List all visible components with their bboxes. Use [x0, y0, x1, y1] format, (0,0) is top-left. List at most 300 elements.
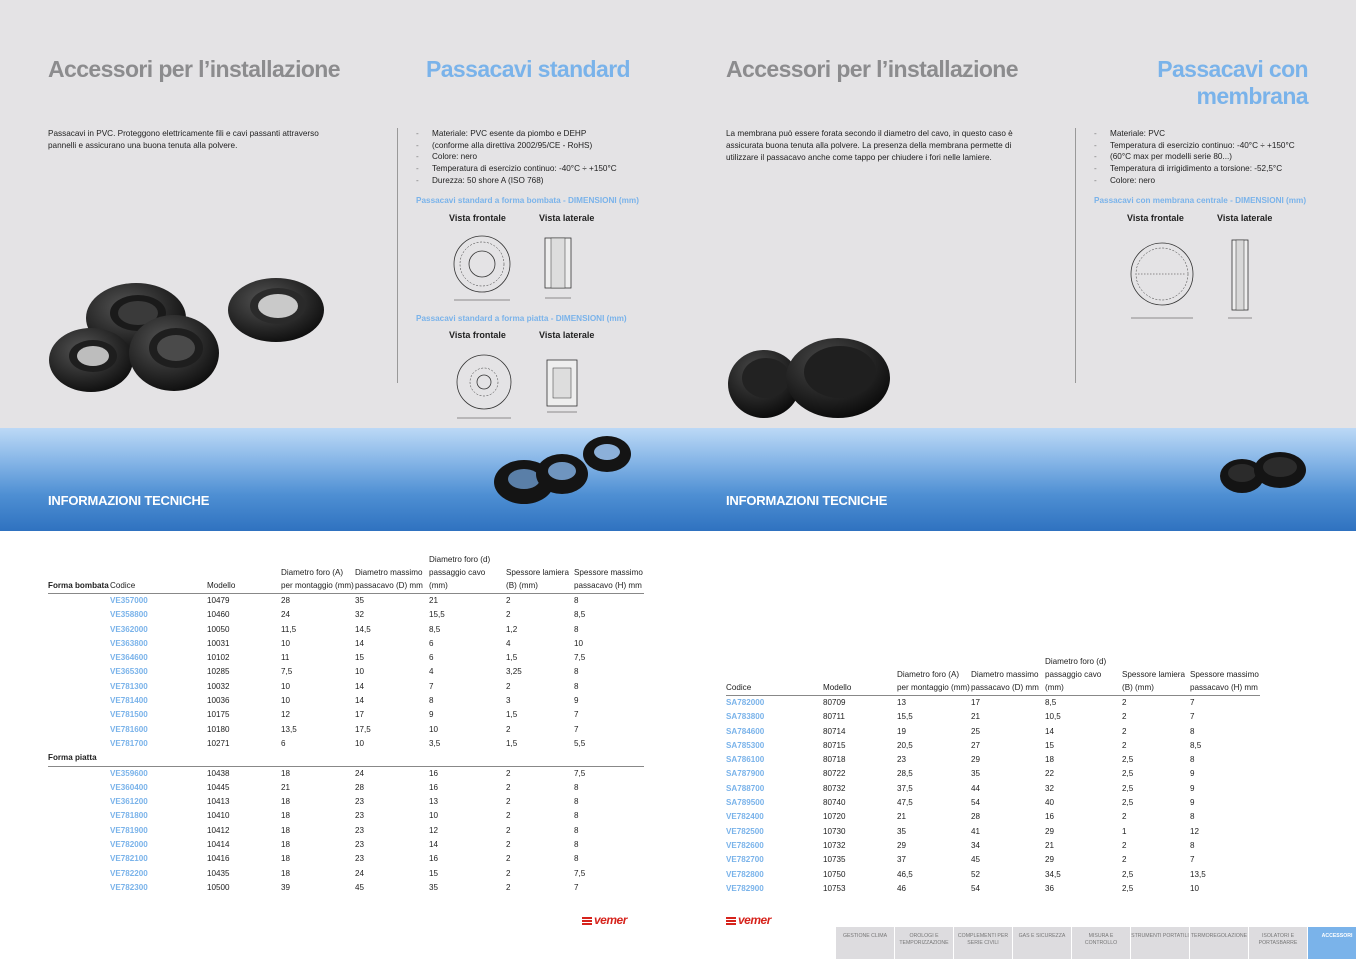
table-cell: 8,5 — [1045, 698, 1057, 707]
col-header: Spessore lamiera (B) (mm) — [506, 553, 574, 594]
table-cell: 18 — [281, 825, 291, 835]
table-cell: 23 — [355, 825, 365, 835]
table-cell: 14 — [355, 681, 365, 691]
table-row — [48, 838, 644, 852]
table-cell: 2,5 — [1122, 783, 1134, 793]
nav-tab-gas-e-sicurezza[interactable]: GAS E SICUREZZA — [1013, 927, 1071, 959]
nav-tab-accessori[interactable]: ACCESSORI — [1308, 927, 1356, 959]
table-cell: 13 — [429, 797, 439, 807]
product-code: VE365300 — [110, 667, 148, 677]
group-spacer-cell — [48, 781, 110, 795]
vemer-logo — [582, 913, 627, 927]
table-cell: 9 — [1190, 783, 1195, 793]
group-spacer-cell — [48, 838, 110, 852]
nav-tab-complementi-per-serie-civili[interactable]: COMPLEMENTI PER SERIE CIVILI — [954, 927, 1012, 959]
table-cell: 47,5 — [897, 798, 913, 808]
table-row — [48, 881, 644, 895]
table-cell: 8 — [574, 811, 579, 821]
grommet-2 — [228, 278, 324, 342]
product-code: VE359600 — [110, 768, 148, 778]
table-cell: 10 — [1190, 883, 1200, 893]
product-code: VE782800 — [726, 869, 764, 879]
table-cell: 24 — [281, 610, 291, 620]
table-cell: 10730 — [823, 826, 846, 836]
table-cell: 10732 — [823, 840, 846, 850]
table-cell: 10445 — [207, 782, 230, 792]
product-code: VE363800 — [110, 638, 148, 648]
table-cell: 11 — [281, 653, 290, 663]
specs-list — [416, 128, 656, 187]
spec-item: - Materiale: PVC — [1094, 128, 1334, 140]
diagram-title-membrana: Passacavi con membrana centrale - DIMENSIONI (mm) — [1094, 196, 1307, 205]
table-cell: 15 — [1045, 740, 1055, 750]
table-cell: 18 — [281, 868, 291, 878]
table-cell: 16 — [429, 854, 439, 864]
table-cell: 80711 — [823, 712, 845, 722]
table-cell: 35 — [897, 826, 907, 836]
group-spacer-cell — [48, 594, 110, 609]
table-cell: 28 — [355, 782, 365, 792]
table-cell: 10410 — [207, 811, 230, 821]
group-spacer-cell — [48, 665, 110, 679]
col-header: Diametro foro (A) per montaggio (mm) — [281, 553, 355, 594]
table-cell: 35 — [355, 596, 365, 605]
group-spacer-cell — [48, 867, 110, 881]
table-cell: 21 — [281, 782, 291, 792]
table-cell: 8 — [429, 696, 434, 706]
group-spacer-cell — [48, 809, 110, 823]
table-cell: 10753 — [823, 883, 846, 893]
table-row — [48, 809, 644, 823]
membrane-grommets-table — [726, 655, 1260, 896]
table-row — [48, 852, 644, 866]
table-cell: 37 — [897, 855, 907, 865]
table-cell: 10 — [281, 696, 291, 706]
product-code: VE782700 — [726, 855, 764, 865]
table-cell: 46 — [897, 883, 907, 893]
spec-item: - Temperatura di esercizio continuo: -40°C ÷ +150°C — [1094, 140, 1334, 152]
table-row — [48, 651, 644, 665]
front-view-label: Vista frontale — [449, 213, 506, 223]
table-cell: 10180 — [207, 724, 230, 734]
product-code: VE781300 — [110, 681, 148, 691]
table-row — [726, 696, 1260, 711]
table-cell: 6 — [281, 738, 286, 748]
table-cell: 80715 — [823, 740, 846, 750]
col-header: Diametro massimo passacavo (D) mm — [971, 655, 1045, 696]
table-cell: 45 — [355, 882, 365, 892]
table-cell: 2 — [506, 797, 511, 807]
table-cell: 8 — [574, 596, 579, 605]
table-cell: 10 — [429, 724, 439, 734]
table-cell: 10479 — [207, 596, 230, 605]
table-cell: 32 — [1045, 783, 1055, 793]
group-label: Forma piatta — [48, 751, 644, 766]
table-cell: 10750 — [823, 869, 846, 879]
spec-item: - Durezza: 50 shore A (ISO 768) — [416, 175, 656, 187]
table-cell: 44 — [971, 783, 981, 793]
table-cell: 17,5 — [355, 724, 371, 734]
table-row — [48, 737, 644, 751]
table-cell: 9 — [574, 696, 579, 706]
table-cell: 10102 — [207, 653, 230, 663]
table-cell: 10720 — [823, 812, 846, 822]
table-cell: 7 — [1190, 698, 1195, 707]
table-cell: 24 — [355, 768, 365, 778]
table-row — [726, 782, 1260, 796]
table-row — [726, 853, 1260, 867]
col-header: Modello — [207, 553, 281, 594]
table-cell: 2 — [1122, 712, 1127, 722]
table-cell: 8,5 — [429, 624, 441, 634]
table-cell: 5,5 — [574, 738, 586, 748]
table-cell: 29 — [1045, 826, 1055, 836]
table-row — [48, 708, 644, 722]
table-cell: 80740 — [823, 798, 846, 808]
table-cell: 10438 — [207, 768, 230, 778]
product-code: VE782400 — [726, 812, 764, 822]
table-row — [48, 824, 644, 838]
table-cell: 14 — [355, 638, 365, 648]
table-cell: 14 — [429, 840, 439, 850]
group-spacer-cell — [48, 766, 110, 781]
table-cell: 37,5 — [897, 783, 913, 793]
product-code: VE781500 — [110, 710, 148, 720]
table-cell: 10435 — [207, 868, 230, 878]
table-cell: 1,5 — [506, 738, 518, 748]
group-spacer-cell — [48, 881, 110, 895]
table-cell: 8 — [574, 681, 579, 691]
table-cell: 18 — [281, 811, 291, 821]
table-cell: 10 — [574, 638, 584, 648]
table-cell: 2 — [1122, 698, 1127, 707]
table-cell: 10 — [429, 811, 439, 821]
table-cell: 7 — [1190, 712, 1195, 722]
grommets-photo — [46, 268, 331, 408]
table-row — [48, 694, 644, 708]
table-cell: 27 — [971, 740, 981, 750]
table-cell: 9 — [1190, 769, 1195, 779]
table-cell: 80732 — [823, 783, 846, 793]
group-spacer-cell — [48, 795, 110, 809]
table-cell: 23 — [355, 854, 365, 864]
product-code: VE782100 — [110, 854, 148, 864]
product-code: VE782900 — [726, 883, 764, 893]
table-cell: 16 — [429, 782, 439, 792]
table-cell: 10460 — [207, 610, 230, 620]
group-spacer-cell — [48, 852, 110, 866]
standard-grommets-table — [48, 553, 644, 895]
table-cell: 10416 — [207, 854, 230, 864]
table-cell: 10271 — [207, 738, 230, 748]
nav-tab-gestione-clima[interactable]: GESTIONE CLIMA — [836, 927, 894, 959]
front-view-label: Vista frontale — [1127, 213, 1184, 223]
table-cell: 8 — [1190, 726, 1195, 736]
table-cell: 35 — [429, 882, 439, 892]
table-cell: 10412 — [207, 825, 230, 835]
left-table-body — [48, 594, 644, 896]
product-code: VE362000 — [110, 624, 148, 634]
product-code: VE358800 — [110, 610, 148, 620]
table-cell: 2 — [506, 840, 511, 850]
table-cell: 11,5 — [281, 624, 297, 634]
table-cell: 13,5 — [281, 724, 297, 734]
table-cell: 7,5 — [281, 667, 293, 677]
table-cell: 23 — [897, 755, 907, 765]
table-cell: 2 — [506, 782, 511, 792]
group-header-bombata: Forma bombata — [48, 553, 110, 594]
group-spacer-cell — [48, 723, 110, 737]
table-cell: 41 — [971, 826, 981, 836]
product-code: VE360400 — [110, 782, 148, 792]
table-row — [726, 753, 1260, 767]
spec-item: - (60°C max per modelli serie 80...) — [1094, 151, 1334, 163]
table-cell: 1,5 — [506, 710, 518, 720]
table-cell: 10 — [355, 667, 365, 677]
table-cell: 8 — [1190, 840, 1195, 850]
product-code: VE781900 — [110, 825, 148, 835]
product-code: VE781600 — [110, 724, 148, 734]
table-cell: 6 — [429, 638, 434, 648]
nav-tab-orologi-e-temporizzazione[interactable]: OROLOGI E TEMPORIZZAZIONE — [895, 927, 953, 959]
table-cell: 10414 — [207, 840, 230, 850]
table-cell: 40 — [1045, 798, 1055, 808]
group-spacer-cell — [48, 824, 110, 838]
table-cell: 25 — [971, 726, 981, 736]
col-header: Spessore massimo passacavo (H) mm — [574, 553, 644, 594]
table-cell: 2 — [506, 811, 511, 821]
table-row — [726, 825, 1260, 839]
table-cell: 80714 — [823, 726, 846, 736]
logo-text: vemer — [594, 913, 627, 927]
spec-item: - Temperatura di esercizio continuo: -40°C ÷ +150°C — [416, 163, 656, 175]
col-header: Spessore lamiera (B) (mm) — [1122, 655, 1190, 696]
table-cell: 32 — [355, 610, 365, 620]
table-cell: 19 — [897, 726, 907, 736]
piatta-diagram — [450, 346, 590, 424]
table-cell: 6 — [429, 653, 434, 663]
col-header: Codice — [110, 553, 207, 594]
table-cell: 2 — [1122, 812, 1127, 822]
nav-tab-termoregolazione[interactable]: TERMOREGOLAZIONE — [1190, 927, 1248, 959]
table-cell: 8 — [574, 624, 579, 634]
table-cell: 10 — [281, 638, 291, 648]
table-cell: 14,5 — [355, 624, 371, 634]
product-code: SA786100 — [726, 755, 765, 765]
table-cell: 10,5 — [1045, 712, 1061, 722]
table-cell: 2 — [506, 724, 511, 734]
table-row — [726, 882, 1260, 896]
nav-tab-isolatori-e-portasbarre[interactable]: ISOLATORI E PORTASBARRE — [1249, 927, 1307, 959]
nav-tab-strumenti-portatili[interactable]: STRUMENTI PORTATILI — [1131, 927, 1189, 959]
table-row — [48, 623, 644, 637]
table-cell: 1,2 — [506, 624, 518, 634]
group-spacer-cell — [48, 608, 110, 622]
table-cell: 10032 — [207, 681, 230, 691]
table-cell: 80722 — [823, 769, 846, 779]
page-subtitle: Passacavi con membrana — [1157, 56, 1308, 109]
table-cell: 12 — [1190, 826, 1200, 836]
table-cell: 2 — [506, 596, 511, 605]
product-code: SA782000 — [726, 698, 765, 707]
product-code: VE361200 — [110, 797, 148, 807]
table-cell: 46,5 — [897, 869, 913, 879]
product-code: VE782200 — [110, 868, 148, 878]
table-cell: 7 — [574, 882, 579, 892]
table-cell: 7 — [574, 710, 579, 720]
table-row — [726, 739, 1260, 753]
table-cell: 2 — [1122, 726, 1127, 736]
table-cell: 80709 — [823, 698, 846, 707]
table-cell: 16 — [429, 768, 439, 778]
table-cell: 17 — [355, 710, 365, 720]
table-cell: 15 — [355, 653, 365, 663]
right-page — [678, 0, 1356, 959]
intro-text: La membrana può essere forata secondo il diametro del cavo, in questo caso è assicurata buona tenuta alla polvere. La presenza della membrana permette di utilizzare il passacavo anche come tappo per chiudere i fori nelle lamiere. — [726, 129, 1013, 162]
product-code: SA783800 — [726, 712, 765, 722]
group-spacer-cell — [48, 708, 110, 722]
table-cell: 22 — [1045, 769, 1055, 779]
table-cell: 2,5 — [1122, 883, 1134, 893]
product-code: VE781400 — [110, 696, 148, 706]
spec-item: - Colore: nero — [1094, 175, 1334, 187]
band-grommets-photo — [492, 432, 632, 507]
table-row — [48, 637, 644, 651]
page-title: Accessori per l’installazione — [48, 56, 340, 82]
table-cell: 9 — [429, 710, 434, 720]
intro-text: Passacavi in PVC. Proteggono elettricamente fili e cavi passanti attraverso pannelli e assicurano una buona tenuta alla polvere. — [48, 129, 319, 150]
table-cell: 34,5 — [1045, 869, 1061, 879]
table-cell: 21 — [429, 596, 439, 605]
table-row — [48, 680, 644, 694]
table-cell: 2 — [506, 681, 511, 691]
col-header: Diametro foro (d) passaggio cavo (mm) — [1045, 655, 1122, 696]
table-cell: 18 — [281, 768, 291, 778]
table-cell: 18 — [281, 854, 291, 864]
table-cell: 2 — [506, 768, 511, 778]
table-cell: 10 — [281, 681, 291, 691]
membrane-grommets-photo — [726, 336, 896, 426]
table-cell: 16 — [1045, 812, 1055, 822]
col-header: Diametro massimo passacavo (D) mm — [355, 553, 429, 594]
table-cell: 12 — [429, 825, 439, 835]
product-code: SA787900 — [726, 769, 765, 779]
spec-item: - Colore: nero — [416, 151, 656, 163]
product-code: SA789500 — [726, 798, 765, 808]
table-cell: 8 — [1190, 755, 1195, 765]
table-cell: 3,25 — [506, 667, 522, 677]
table-cell: 7,5 — [574, 653, 586, 663]
table-cell: 9 — [1190, 798, 1195, 808]
table-cell: 7 — [1190, 855, 1195, 865]
table-cell: 2 — [506, 882, 511, 892]
table-row — [726, 767, 1260, 781]
table-cell: 8 — [574, 667, 579, 677]
table-cell: 20,5 — [897, 740, 913, 750]
table-cell: 10 — [355, 738, 365, 748]
table-cell: 2 — [506, 610, 511, 620]
table-cell: 23 — [355, 840, 365, 850]
table-cell: 15,5 — [897, 712, 913, 722]
info-band-title: INFORMAZIONI TECNICHE — [48, 493, 210, 508]
table-cell: 8 — [574, 782, 579, 792]
product-code: SA788700 — [726, 783, 765, 793]
table-cell: 14 — [1045, 726, 1055, 736]
table-row — [48, 608, 644, 622]
table-cell: 18 — [1045, 755, 1055, 765]
bombata-diagram — [450, 228, 590, 306]
col-header: Diametro foro (d) passaggio cavo (mm) — [429, 553, 506, 594]
table-cell: 39 — [281, 882, 291, 892]
group-spacer-cell — [48, 651, 110, 665]
col-header: Modello — [823, 655, 897, 696]
group-spacer-cell — [48, 694, 110, 708]
table-cell: 28 — [971, 812, 981, 822]
group-spacer-cell — [48, 737, 110, 751]
table-cell: 45 — [971, 855, 981, 865]
table-cell: 29 — [1045, 855, 1055, 865]
table-cell: 10500 — [207, 882, 230, 892]
table-cell: 21 — [897, 812, 907, 822]
table-cell: 1 — [1122, 826, 1127, 836]
product-code: VE782000 — [110, 840, 148, 850]
table-row — [48, 594, 644, 609]
table-cell: 36 — [1045, 883, 1055, 893]
table-cell: 2 — [506, 825, 511, 835]
product-code: SA784600 — [726, 726, 765, 736]
table-cell: 3 — [506, 696, 511, 706]
table-cell: 3,5 — [429, 738, 441, 748]
group-header-row — [48, 751, 644, 766]
table-cell: 13 — [897, 698, 907, 707]
table-cell: 2,5 — [1122, 798, 1134, 808]
info-band-title: INFORMAZIONI TECNICHE — [726, 493, 888, 508]
membrane-diagram — [1128, 230, 1268, 325]
group-spacer-cell — [48, 623, 110, 637]
table-row — [726, 868, 1260, 882]
logo-text: vemer — [738, 913, 771, 927]
category-nav — [836, 927, 1356, 959]
table-cell: 7,5 — [574, 768, 586, 778]
page-subtitle: Passacavi standard — [426, 56, 630, 82]
table-row — [48, 766, 644, 781]
table-cell: 18 — [281, 797, 291, 807]
table-cell: 10031 — [207, 638, 230, 648]
table-cell: 8 — [1190, 812, 1195, 822]
table-cell: 2 — [1122, 740, 1127, 750]
table-cell: 14 — [355, 696, 365, 706]
table-cell: 2 — [1122, 855, 1127, 865]
table-cell: 35 — [971, 769, 981, 779]
table-cell: 10175 — [207, 710, 230, 720]
product-code: SA785300 — [726, 740, 765, 750]
nav-tab-misura-e-controllo[interactable]: MISURA E CONTROLLO — [1072, 927, 1130, 959]
table-cell: 21 — [971, 712, 981, 722]
table-cell: 23 — [355, 811, 365, 821]
spec-item: - (conforme alla direttiva 2002/95/CE - RoHS) — [416, 140, 656, 152]
table-cell: 21 — [1045, 840, 1055, 850]
table-cell: 8,5 — [1190, 740, 1202, 750]
table-cell: 17 — [971, 698, 981, 707]
table-row — [48, 867, 644, 881]
table-cell: 28 — [281, 596, 291, 605]
table-row — [726, 796, 1260, 810]
table-cell: 8 — [574, 825, 579, 835]
table-cell: 15 — [429, 868, 439, 878]
table-row — [48, 795, 644, 809]
product-code: VE781700 — [110, 738, 148, 748]
table-row — [726, 710, 1260, 724]
